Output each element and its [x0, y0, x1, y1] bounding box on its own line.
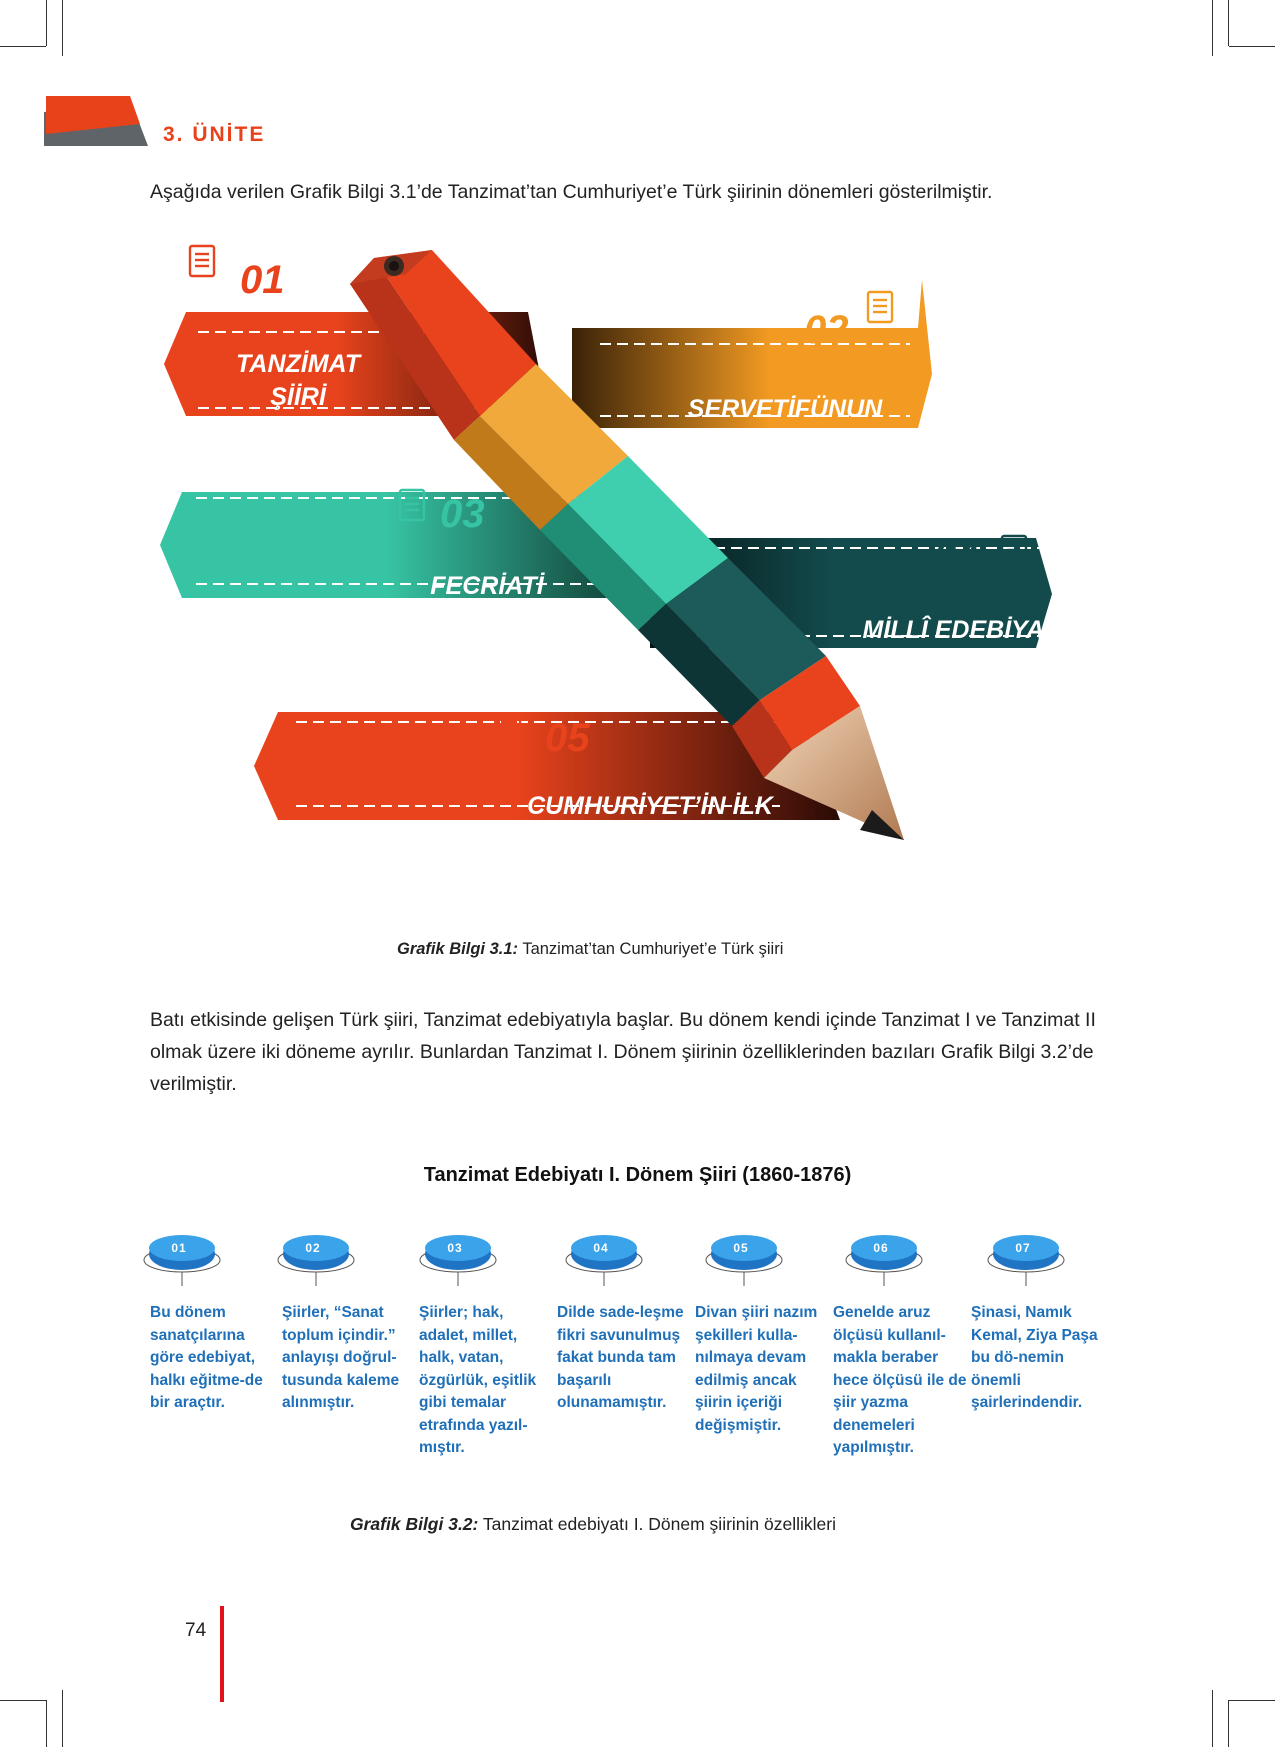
figure-caption-label: Grafik Bilgi 3.2:: [350, 1514, 479, 1534]
crop-mark: [1229, 1700, 1275, 1701]
period-number: 01: [240, 258, 285, 302]
period-label-line: ŞİİRİ: [270, 383, 326, 411]
feature-number: 03: [447, 1241, 463, 1255]
feature-number: 05: [733, 1241, 749, 1255]
period-label-line: FECRİATİ: [430, 572, 544, 600]
figure-caption-1: [397, 940, 783, 959]
intro-text: Aşağıda verilen Grafik Bilgi 3.1’de Tanzimat’tan Cumhuriyet’e Türk şiirinin dönemleri gösterilmiştir.: [150, 181, 993, 203]
crop-mark: [0, 46, 46, 47]
period-label-line: MİLLÎ EDEBİYAT: [862, 616, 1058, 644]
period-number: 03: [440, 492, 485, 536]
chart-title: Tanzimat Edebiyatı I. Dönem Şiiri (1860-1876): [423, 1164, 852, 1186]
period-label: [372, 570, 602, 636]
crop-mark: [1228, 0, 1229, 46]
period-label-line: ŞİİRİ: [459, 605, 515, 633]
figure-caption-text: Tanzimat’tan Cumhuriyet’e Türk şiiri: [518, 940, 784, 958]
body-paragraph: Batı etkisinde gelişen Türk şiiri, Tanzimat edebiyatıyla başlar. Bu dönem kendi içinde Tanzimat I ve Tanzimat II olmak üzere iki döneme ayrılır. Bunlardan Tanzimat I. Dönem şiirinin özelliklerinden bazıları Grafik Bilgi 3.2’de verilmiştir.: [150, 1009, 1096, 1095]
unit-banner-shape: [40, 94, 152, 150]
feature-number: 07: [1015, 1241, 1031, 1255]
feature-text: Genelde aruz ölçüsü kullanıl-makla beraber hece ölçüsü ile de şiir yazma denemeleri yapılmıştır.: [833, 1304, 967, 1456]
period-label-line: TANZİMAT: [235, 350, 361, 378]
page-number-rule: [220, 1606, 224, 1702]
unit-label: 3. ÜNİTE: [163, 123, 266, 146]
period-label: [178, 348, 418, 414]
crop-mark: [0, 1700, 46, 1701]
figure-caption-label: Grafik Bilgi 3.1:: [397, 940, 519, 958]
period-label: [840, 614, 1080, 680]
feature-text: Bu dönem sanatçılarına göre edebiyat, halkı eğitme-de bir araçtır.: [150, 1304, 263, 1411]
period-label-line: CUMHURİYET’İN İLK: [527, 792, 773, 820]
period-label-line: SERVETİFÜNUN: [687, 395, 883, 423]
period-label: [500, 790, 800, 856]
crop-mark: [1212, 0, 1213, 56]
crop-mark: [46, 1700, 47, 1747]
feature-number: 01: [171, 1241, 187, 1255]
page-number: 74: [185, 1620, 207, 1641]
feature-text: Şinasi, Namık Kemal, Ziya Paşa bu dö-nemin önemli şairlerindendir.: [971, 1304, 1098, 1411]
feature-buttons: [140, 1228, 1080, 1298]
period-label-line: DÖNEMİNDE ŞİİR: [545, 825, 755, 853]
crop-mark: [62, 0, 63, 56]
period-number: 05: [545, 716, 590, 760]
figure-caption-2: [350, 1514, 836, 1535]
period-label-line: DÖNEMİ ŞİİRİ: [878, 649, 1042, 677]
crop-mark: [1229, 46, 1275, 47]
feature-text: Şiirler, “Sanat toplum içindir.” anlayışı doğrul-tusunda kaleme alınmıştır.: [282, 1304, 400, 1411]
feature-number: 04: [593, 1241, 609, 1255]
crop-mark: [1228, 1700, 1229, 1747]
feature-number: 06: [873, 1241, 889, 1255]
period-label: [640, 393, 930, 459]
feature-text: Dilde sade-leşme fikri savunulmuş fakat bunda tam başarılı olunamamıştır.: [557, 1304, 684, 1411]
period-label-line: ŞİİRİ: [757, 428, 813, 456]
feature-text: Divan şiiri nazım şekilleri kulla-nılmaya devam edilmiş ancak şiirin içeriği değişmiştir.: [695, 1304, 818, 1434]
crop-mark: [46, 0, 47, 46]
crop-mark: [62, 1690, 63, 1747]
period-number: 02: [804, 308, 849, 352]
feature-text: Şiirler; hak, adalet, millet, halk, vatan, özgürlük, eşitlik gibi temalar etrafında yazıl-mıştır.: [419, 1304, 537, 1456]
period-number: 04: [934, 534, 979, 578]
feature-number: 02: [305, 1241, 321, 1255]
figure-caption-text: Tanzimat edebiyatı I. Dönem şiirinin özellikleri: [478, 1514, 836, 1534]
crop-mark: [1212, 1690, 1213, 1747]
notebook-icon: [190, 246, 214, 276]
notebook-icon: [868, 292, 892, 322]
